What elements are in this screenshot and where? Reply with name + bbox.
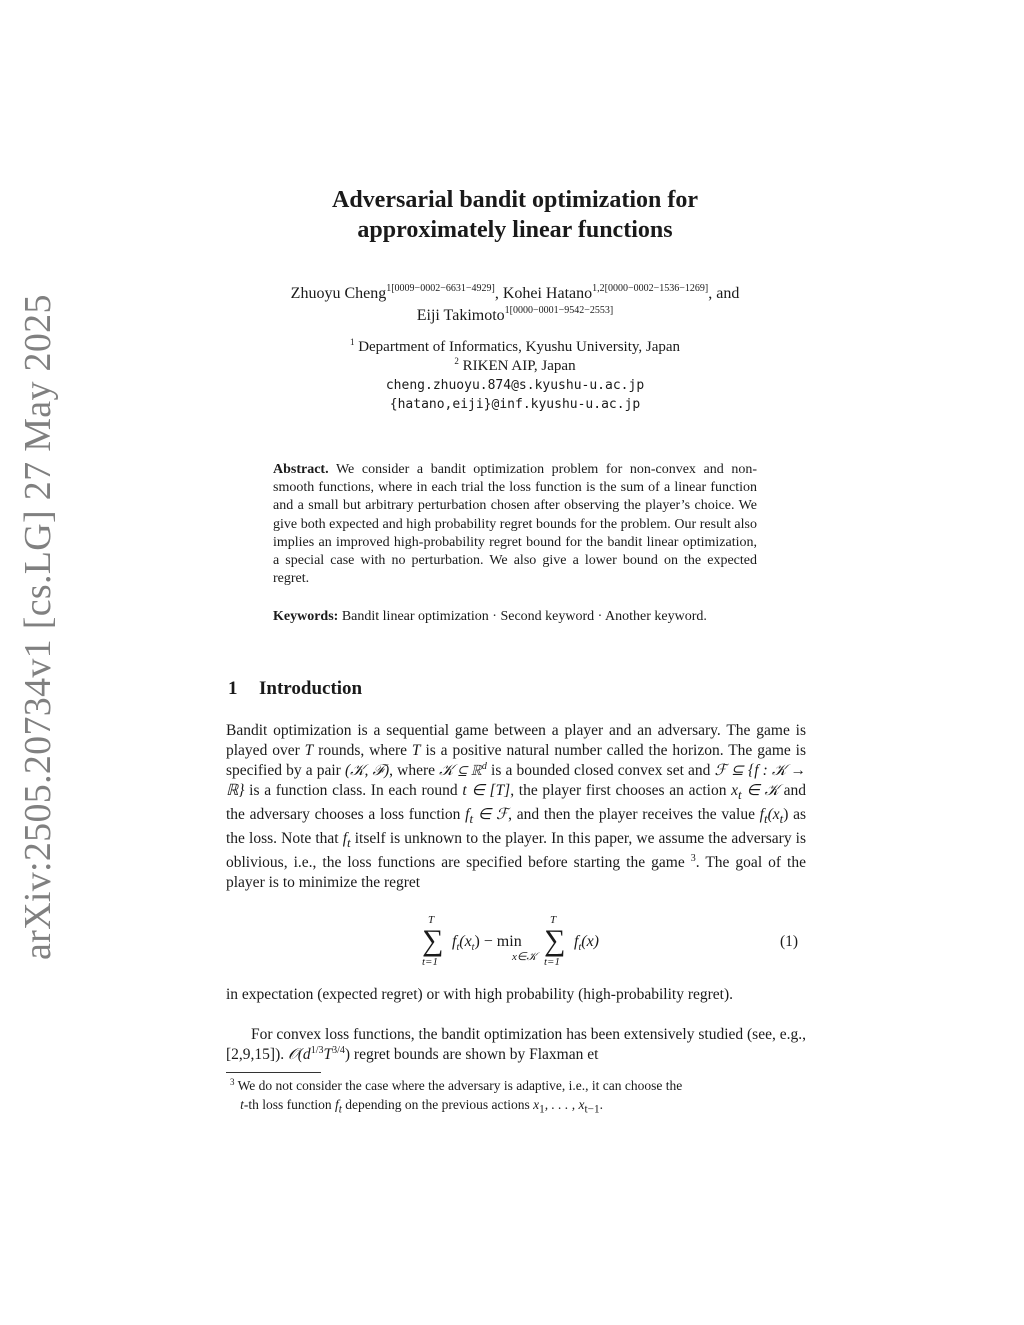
- section-title: Introduction: [259, 678, 363, 699]
- author-orcid: 1[0000−0001−9542−2553]: [504, 305, 614, 316]
- arxiv-stamp: arXiv:2505.20734v1 [cs.LG] 27 May 2025: [17, 294, 59, 960]
- section-number: 1: [228, 678, 238, 699]
- footnote-rule: [226, 1072, 321, 1073]
- affiliation-line: $^2$ RIKEN AIP, Japan: [454, 356, 576, 374]
- equation-1: T ∑ t=1 $f_t(x_t) - \min$ x∈𝒦 T ∑ t=1 $f_t(x)$: [422, 914, 599, 968]
- email: cheng.zhuoyu.874@s.kyushu-u.ac.jp: [385, 378, 645, 393]
- affiliation-line: $^1$ Department of Informatics, Kyushu University, Japan: [349, 337, 681, 355]
- abstract-text: We consider a bandit optimization problem for non-convex and non-smooth functions, where in each trial the loss function is the sum of a linear function and a small but arbitrary perturbation chosen after observing the player’s choice. We give both expected and high probability regret bounds for the problem. Our result also implies an improved high-probability regret bound for the bandit linear optimization, a special case with no perturbation. We also give a lower bound on the expected regret.: [273, 462, 758, 587]
- equation-number: (1): [780, 933, 799, 950]
- keywords-label: Keywords:: [273, 609, 339, 624]
- author-name: Eiji Takimoto: [416, 307, 505, 324]
- intro-paragraph: Bandit optimization is a sequential game between a player and an adversary. The game is played over T rounds, where T is a positive natural number called the horizon. The game is specified by a pair (𝒦, ℱ), where 𝒦 ⊆ ℝ$^d$ is a bounded closed convex set and ℱ ⊆ {f : 𝒦 → ℝ} is a function class. In each round t ∈ [T], the player first chooses an action $x_t$ ∈ 𝒦 and the adversary chooses a loss function $f_t$ ∈ ℱ, and then the player receives the value $f_t(x_t)$ as the loss. Note that $f_t$ itself is unknown to the player. In this paper, we assume the adversary is oblivious, i.e., the loss functions are specified before starting the game $^3$. The goal of the player is to minimize the regret: [226, 722, 807, 892]
- paper-title: [230, 185, 800, 245]
- section-heading: [228, 678, 362, 700]
- paragraph: in expectation (expected regret) or with high probability (high-probability regret).: [226, 986, 734, 1003]
- abstract: [273, 461, 757, 588]
- author-name: Zhuoyu Cheng: [290, 285, 387, 302]
- affiliations: [215, 338, 815, 414]
- author-name: Kohei Hatano: [502, 285, 593, 302]
- abstract-label: Abstract.: [273, 462, 329, 477]
- author-orcid: 1,2[0000−0002−1536−1269]: [592, 283, 709, 294]
- footnote-ref: 3: [690, 853, 696, 865]
- author-orcid: 1[0009−0002−6631−4929]: [386, 283, 495, 294]
- paragraph: For convex loss functions, the bandit optimization has been extensively studied (see, e.g.,[2,9,15]). $𝒪(d^{1/3}T^{3/4})$ regret bounds are shown by Flaxman et: [226, 1026, 806, 1063]
- email: {hatano,eiji}@inf.kyushu-u.ac.jp: [389, 397, 641, 412]
- author-list: Zhuoyu Cheng$^{1[0009-0002-6631-4929]}$, Kohei Hatano$^{1,2[0000-0002-1536-1269]}$, and Eiji Takimoto$^{1[0000-0001-9542-2553]}$: [290, 283, 740, 324]
- title-line-1: Adversarial bandit optimization for: [332, 187, 698, 213]
- keywords: [273, 608, 757, 626]
- keywords-text: Bandit linear optimization · Second keyword · Another keyword.: [341, 609, 707, 624]
- footnote: $^3$ We do not consider the case where the adversary is adaptive, i.e., it can choose the t-th loss function $f_t$ depending on the previous actions $x_1$, . . . , $x_{t-1}$.: [230, 1077, 683, 1116]
- title-line-2: approximately linear functions: [357, 217, 673, 243]
